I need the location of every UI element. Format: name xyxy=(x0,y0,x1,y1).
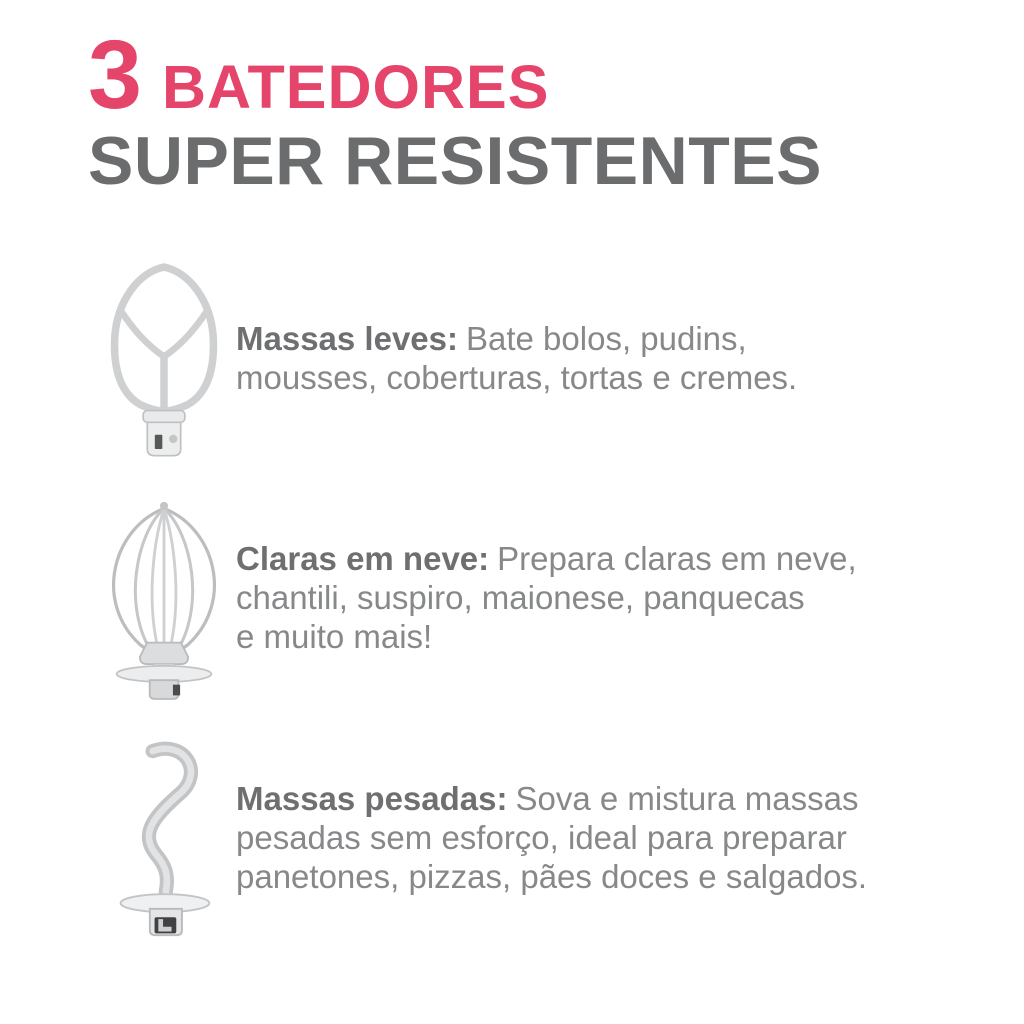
wire-whisk-illustration xyxy=(88,488,240,707)
description-line: Bate bolos, pudins, xyxy=(466,320,747,357)
page-title xyxy=(88,20,1024,199)
dough-hook-icon xyxy=(88,736,240,939)
dough-hook-description xyxy=(236,779,867,896)
description-line: chantili, suspiro, maionese, panquecas xyxy=(236,579,805,616)
wire-whisk-description xyxy=(236,539,857,656)
description-line: mousses, coberturas, tortas e cremes. xyxy=(236,359,798,396)
title-line-1 xyxy=(88,20,1024,129)
beater-label: Massas pesadas: xyxy=(236,780,508,817)
title-main-text: SUPER RESISTENTES xyxy=(88,123,822,199)
flat-beater-icon xyxy=(88,257,240,459)
list-item-flat-beater xyxy=(88,257,1024,459)
description-line: pesadas sem esforço, ideal para preparar xyxy=(236,819,847,856)
list-item-dough-hook xyxy=(88,736,1024,939)
flat-beater-illustration xyxy=(90,257,238,459)
beater-label: Claras em neve: xyxy=(236,540,490,577)
list-item-wire-whisk xyxy=(88,488,1024,707)
description-line: Prepara claras em neve, xyxy=(497,540,857,577)
description-line: Sova e mistura massas xyxy=(515,780,859,817)
dough-hook-illustration xyxy=(97,736,231,939)
description-line: panetones, pizzas, pães doces e salgados. xyxy=(236,858,868,895)
beater-list xyxy=(88,257,1024,939)
title-accent-text: BATEDORES xyxy=(161,53,550,121)
flat-beater-description xyxy=(236,319,797,397)
title-number: 3 xyxy=(88,20,142,129)
beater-label: Massas leves: xyxy=(236,320,458,357)
wire-whisk-icon xyxy=(88,488,240,707)
description-line: e muito mais! xyxy=(236,618,433,655)
